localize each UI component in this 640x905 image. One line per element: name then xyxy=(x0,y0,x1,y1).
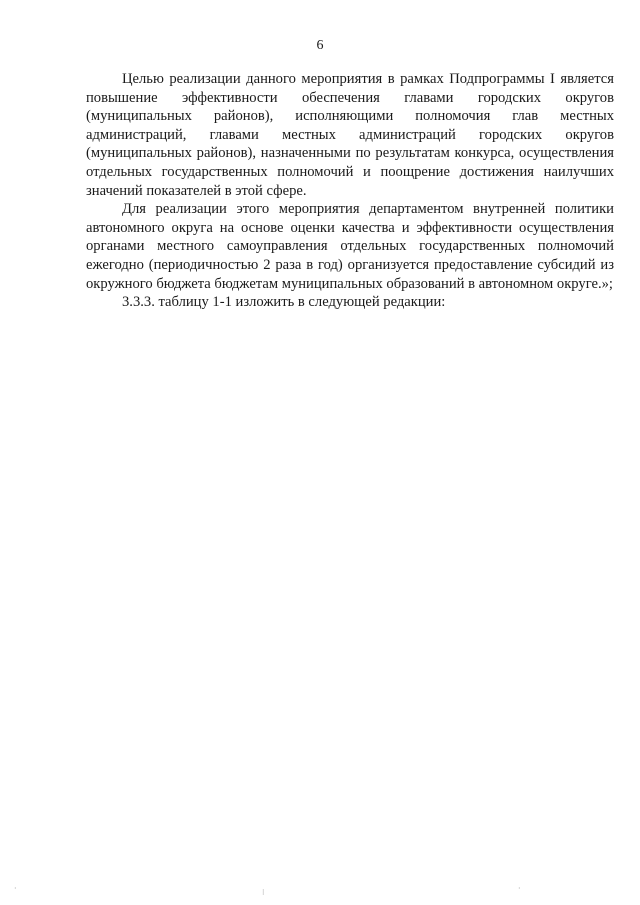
scan-artifact-dot: · xyxy=(518,884,521,893)
page-number: 6 xyxy=(316,38,324,53)
paragraph-amendment: 3.3.3. таблицу 1-1 изложить в следующей редакции: xyxy=(122,294,446,311)
body-text xyxy=(86,70,614,312)
scan-artifact-dot: · xyxy=(14,884,17,893)
paragraph-goal: Целью реализации данного мероприятия в рамках Подпрограммы I является повышение эффективности обеспечения главами городских округов (муниципальных районов), исполняющими полномочия глав местных администраций, главами местных администраций городских округов (муниципальных районов), назначенными по результатам конкурса, осуществления отдельных государственных полномочий и поощрение достижения наилучших значений показателей в этой сфере. xyxy=(86,71,614,199)
paragraph-implementation: Для реализации этого мероприятия департаментом внутренней политики автономного округа на основе оценки качества и эффективности осуществления органами местного самоуправления отдельных государственных полномочий ежегодно (периодичностью 2 раза в год) организуется предоставление субсидий из окружного бюджета бюджетам муниципальных образований в автономном округе.»; xyxy=(86,201,614,292)
scan-artifact-mark: ⁝ xyxy=(262,888,265,897)
